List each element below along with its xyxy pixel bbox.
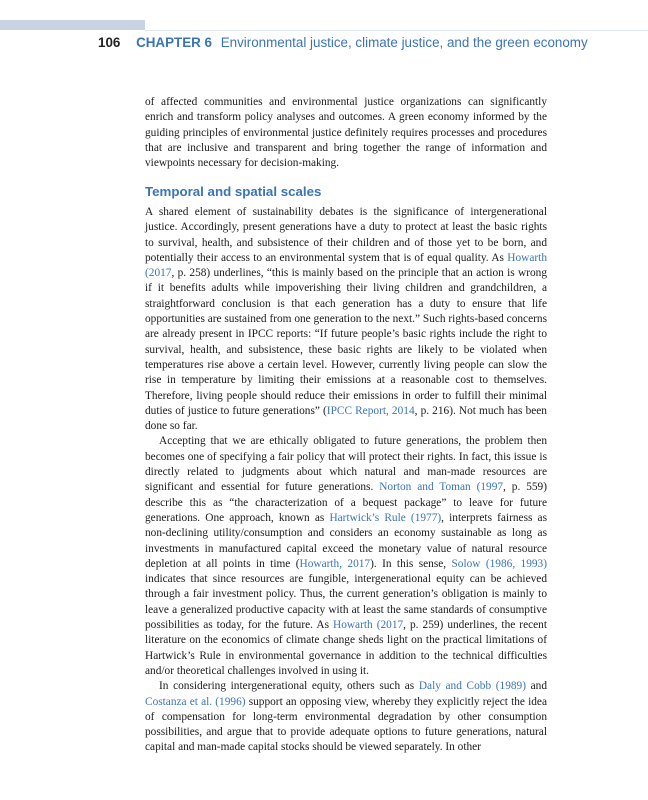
- paragraph-1: [145, 205, 547, 434]
- citation-howarth-2017c[interactable]: Howarth (2017: [333, 619, 404, 632]
- chapter-title: Environmental justice, climate justice, and the green economy: [220, 35, 588, 50]
- intro-paragraph: of affected communities and environmental justice organizations can significantly enrich and transform policy analyses and outcomes. A green economy informed by the guiding principles of environmental justice definitely requires processes and procedures that are inclusive and transparent and bring together the range of information and viewpoints necessary for decision-making.: [145, 96, 547, 170]
- paragraph-2: [145, 434, 547, 679]
- running-header: [98, 35, 588, 50]
- p2-text-a: Accepting that we are ethically obligated to future generations, the problem then becomes one of specifying a fair policy that will protect their rights. In fact, this issue is directly related to judgments about which natural and man-made resources are significant and essential for future generations.: [145, 435, 547, 494]
- p1-text-b: , p. 258) underlines, “this is mainly based on the principle that an action is wrong if it benefits adults while impoverishing their living children and grandchildren, a straightforward conclusion is that each generation has a duty to ensure that life opportunities are sustained from one generation to the next.” Such rights-based concerns are already present in IPCC reports: “If future people’s basic rights include the right to survival, health, and subsistence, these basic rights are likely to be violated when temperatures rise above a certain level. However, currently living people can slow the rise in temperature by limiting their emissions at a reasonable cost to themselves. Therefore, living people should reduce their emissions in order to fulfill their minimal duties of justice to future generations” (: [145, 267, 547, 417]
- header-rule: [145, 30, 648, 31]
- paragraph-3: [145, 679, 547, 755]
- citation-howarth-2017[interactable]: Howarth (2017: [145, 251, 547, 280]
- intro-paragraph-block: [145, 95, 547, 171]
- p3-text-b: and: [525, 680, 547, 693]
- p3-text-a: In considering intergenerational equity, others such as: [159, 680, 419, 693]
- citation-howarth-2017b[interactable]: Howarth, 2017: [299, 557, 371, 570]
- citation-solow[interactable]: Solow (1986, 1993): [451, 557, 548, 570]
- p2-text-d: ). In this sense,: [370, 557, 452, 570]
- section-heading: Temporal and spatial scales: [145, 184, 322, 199]
- p2-text-f: , p. 259) underlines, the recent literature on the economics of climate change sheds light on the practical limitations of Hartwick’s Rule in environmental governance in addition to the technical difficulties and/or theoretical challenges involved in using it.: [145, 619, 547, 677]
- citation-hartwick-1977[interactable]: Hartwick’s Rule (1977): [329, 511, 442, 524]
- chapter-label: CHAPTER 6: [136, 35, 212, 50]
- page-number: 106: [98, 35, 121, 50]
- p2-text-e: indicates that since resources are fungible, intergenerational equity can be achieved through a fair investment policy. Thus, the current generation’s obligation is mainly to leave a generalized productive capacity with at least the same standards of consumptive possibilities as today, for the future. As: [145, 573, 547, 632]
- p1-text-d: , p. 216). Not much has been done so far.: [145, 404, 547, 433]
- citation-costanza-1996[interactable]: Costanza et al. (1996): [145, 695, 246, 708]
- citation-daly-cobb-1989[interactable]: Daly and Cobb (1989): [418, 680, 526, 693]
- p1-text-a: A shared element of sustainability debates is the significance of intergenerational justice. Accordingly, present generations have a duty to protect at least the basic rights to survival, health, and subsistence of their children and of those yet to be born, and potentially their access to an environmental system that is of equal quality. As: [145, 206, 547, 264]
- p2-text-c: , interprets fairness as non-declining utility/consumption and considers an economy sustainable as long as investments in manufactured capital exceed the monetary value of natural resource depletion at all points in time (: [145, 511, 547, 570]
- citation-ipcc-2014[interactable]: IPCC Report, 2014: [326, 404, 415, 417]
- header-accent-bar: [0, 20, 145, 30]
- section-temporal-spatial: [145, 183, 547, 756]
- p2-text-b: , p. 559) describe this as “the characterization of a bequest package” to leave for future generations. One approach, known as: [145, 481, 547, 524]
- citation-norton-toman-1997[interactable]: Norton and Toman (1997: [379, 481, 504, 494]
- p3-text-c: support an opposing view, whereby they explicitly reject the idea of compensation for long-term environmental degradation by other consumption possibilities, and argue that to provide adequate options to future generations, natural capital and man-made capital stocks should be viewed separately. In other: [145, 695, 547, 754]
